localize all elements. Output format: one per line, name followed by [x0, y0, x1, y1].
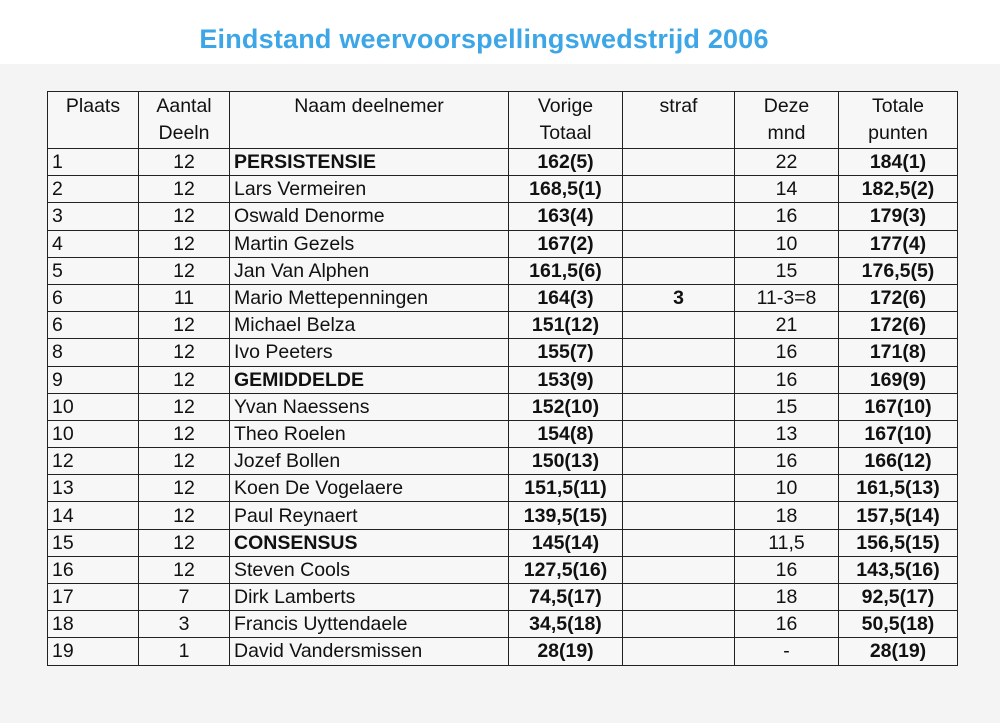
cell-vorige-totaal: 139,5(15)	[509, 502, 623, 529]
table-row	[48, 366, 958, 393]
cell-naam: Yvan Naessens	[230, 393, 509, 420]
cell-deze-mnd: 16	[735, 366, 839, 393]
header-line: Totale	[871, 95, 925, 117]
cell-straf	[623, 584, 735, 611]
col-header-aantal-deeln	[139, 92, 230, 149]
cell-deze-mnd: 22	[735, 149, 839, 176]
cell-plaats: 8	[48, 339, 139, 366]
table-row	[48, 556, 958, 583]
page-title: Eindstand weervoorspellingswedstrijd 2006	[199, 24, 769, 54]
cell-aantal-deeln: 7	[139, 584, 230, 611]
cell-plaats: 6	[48, 284, 139, 311]
cell-naam: PERSISTENSIE	[230, 149, 509, 176]
cell-straf	[623, 529, 735, 556]
table-body	[48, 149, 958, 666]
header-line: punten	[868, 122, 928, 144]
cell-vorige-totaal: 28(19)	[509, 638, 623, 665]
cell-straf	[623, 149, 735, 176]
cell-deze-mnd: 16	[735, 339, 839, 366]
cell-aantal-deeln: 12	[139, 393, 230, 420]
cell-plaats: 19	[48, 638, 139, 665]
table-row	[48, 584, 958, 611]
cell-deze-mnd: 15	[735, 257, 839, 284]
cell-naam: Oswald Denorme	[230, 203, 509, 230]
table-row	[48, 475, 958, 502]
cell-vorige-totaal: 167(2)	[509, 230, 623, 257]
cell-plaats: 14	[48, 502, 139, 529]
cell-totale-punten: 28(19)	[839, 638, 958, 665]
cell-naam: Theo Roelen	[230, 420, 509, 447]
cell-aantal-deeln: 1	[139, 638, 230, 665]
header-line: straf	[659, 95, 698, 117]
table-row	[48, 339, 958, 366]
col-header-deze-mnd	[735, 92, 839, 149]
cell-totale-punten: 172(6)	[839, 312, 958, 339]
cell-aantal-deeln: 12	[139, 448, 230, 475]
cell-plaats: 10	[48, 420, 139, 447]
cell-vorige-totaal: 155(7)	[509, 339, 623, 366]
cell-naam: Dirk Lamberts	[230, 584, 509, 611]
cell-plaats: 6	[48, 312, 139, 339]
col-header-plaats	[48, 92, 139, 149]
table-row	[48, 420, 958, 447]
cell-straf	[623, 366, 735, 393]
table-row	[48, 529, 958, 556]
cell-vorige-totaal: 34,5(18)	[509, 611, 623, 638]
cell-deze-mnd: -	[735, 638, 839, 665]
header-line: Plaats	[65, 95, 121, 117]
cell-aantal-deeln: 12	[139, 203, 230, 230]
cell-vorige-totaal: 152(10)	[509, 393, 623, 420]
cell-aantal-deeln: 12	[139, 556, 230, 583]
cell-naam: Michael Belza	[230, 312, 509, 339]
cell-totale-punten: 182,5(2)	[839, 176, 958, 203]
cell-naam: Jozef Bollen	[230, 448, 509, 475]
cell-straf	[623, 176, 735, 203]
cell-plaats: 10	[48, 393, 139, 420]
cell-deze-mnd: 16	[735, 203, 839, 230]
table-row	[48, 230, 958, 257]
cell-totale-punten: 176,5(5)	[839, 257, 958, 284]
cell-deze-mnd: 16	[735, 556, 839, 583]
table-row	[48, 203, 958, 230]
table-row	[48, 257, 958, 284]
cell-vorige-totaal: 145(14)	[509, 529, 623, 556]
cell-plaats: 3	[48, 203, 139, 230]
cell-aantal-deeln: 3	[139, 611, 230, 638]
cell-totale-punten: 92,5(17)	[839, 584, 958, 611]
header-row	[48, 92, 958, 149]
cell-straf	[623, 230, 735, 257]
table-row	[48, 611, 958, 638]
cell-naam: Lars Vermeiren	[230, 176, 509, 203]
cell-deze-mnd: 11,5	[735, 529, 839, 556]
cell-vorige-totaal: 162(5)	[509, 149, 623, 176]
table-row	[48, 393, 958, 420]
cell-vorige-totaal: 151,5(11)	[509, 475, 623, 502]
header-line: Vorige	[537, 95, 594, 117]
cell-straf	[623, 611, 735, 638]
cell-naam: CONSENSUS	[230, 529, 509, 556]
cell-plaats: 15	[48, 529, 139, 556]
header-line: mnd	[767, 122, 806, 144]
cell-deze-mnd: 10	[735, 475, 839, 502]
cell-aantal-deeln: 12	[139, 366, 230, 393]
cell-plaats: 18	[48, 611, 139, 638]
cell-naam: Paul Reynaert	[230, 502, 509, 529]
cell-naam: Koen De Vogelaere	[230, 475, 509, 502]
cell-straf	[623, 475, 735, 502]
cell-totale-punten: 177(4)	[839, 230, 958, 257]
cell-straf	[623, 556, 735, 583]
header-line: Aantal	[156, 95, 212, 117]
cell-totale-punten: 167(10)	[839, 393, 958, 420]
standings-table	[47, 91, 958, 666]
cell-vorige-totaal: 164(3)	[509, 284, 623, 311]
cell-deze-mnd: 18	[735, 502, 839, 529]
cell-aantal-deeln: 12	[139, 312, 230, 339]
cell-plaats: 4	[48, 230, 139, 257]
cell-vorige-totaal: 150(13)	[509, 448, 623, 475]
cell-straf	[623, 312, 735, 339]
cell-vorige-totaal: 127,5(16)	[509, 556, 623, 583]
cell-deze-mnd: 14	[735, 176, 839, 203]
table-row	[48, 176, 958, 203]
cell-straf	[623, 393, 735, 420]
cell-aantal-deeln: 12	[139, 149, 230, 176]
table-row	[48, 312, 958, 339]
cell-totale-punten: 161,5(13)	[839, 475, 958, 502]
cell-naam: Mario Mettepenningen	[230, 284, 509, 311]
cell-vorige-totaal: 153(9)	[509, 366, 623, 393]
col-header-vorige-totaal	[509, 92, 623, 149]
cell-totale-punten: 179(3)	[839, 203, 958, 230]
cell-straf	[623, 339, 735, 366]
cell-totale-punten: 143,5(16)	[839, 556, 958, 583]
cell-straf	[623, 448, 735, 475]
col-header-naam-deelnemer	[230, 92, 509, 149]
cell-vorige-totaal: 154(8)	[509, 420, 623, 447]
cell-deze-mnd: 10	[735, 230, 839, 257]
cell-aantal-deeln: 12	[139, 420, 230, 447]
cell-totale-punten: 156,5(15)	[839, 529, 958, 556]
cell-totale-punten: 169(9)	[839, 366, 958, 393]
cell-vorige-totaal: 161,5(6)	[509, 257, 623, 284]
cell-aantal-deeln: 12	[139, 257, 230, 284]
cell-totale-punten: 50,5(18)	[839, 611, 958, 638]
cell-totale-punten: 166(12)	[839, 448, 958, 475]
cell-aantal-deeln: 12	[139, 230, 230, 257]
cell-deze-mnd: 15	[735, 393, 839, 420]
cell-aantal-deeln: 12	[139, 176, 230, 203]
header-line: Naam deelnemer	[294, 95, 444, 117]
cell-totale-punten: 172(6)	[839, 284, 958, 311]
table-row	[48, 502, 958, 529]
cell-vorige-totaal: 163(4)	[509, 203, 623, 230]
cell-deze-mnd: 18	[735, 584, 839, 611]
table-row	[48, 149, 958, 176]
cell-vorige-totaal: 168,5(1)	[509, 176, 623, 203]
cell-naam: Martin Gezels	[230, 230, 509, 257]
cell-straf	[623, 638, 735, 665]
cell-vorige-totaal: 74,5(17)	[509, 584, 623, 611]
header-line: Deeln	[158, 122, 210, 144]
cell-totale-punten: 171(8)	[839, 339, 958, 366]
cell-aantal-deeln: 12	[139, 339, 230, 366]
cell-totale-punten: 167(10)	[839, 420, 958, 447]
cell-plaats: 12	[48, 448, 139, 475]
cell-plaats: 16	[48, 556, 139, 583]
cell-straf	[623, 420, 735, 447]
cell-naam: Steven Cools	[230, 556, 509, 583]
col-header-totale-punten	[839, 92, 958, 149]
cell-aantal-deeln: 11	[139, 284, 230, 311]
cell-naam: Ivo Peeters	[230, 339, 509, 366]
cell-aantal-deeln: 12	[139, 475, 230, 502]
cell-naam: Jan Van Alphen	[230, 257, 509, 284]
table-row	[48, 448, 958, 475]
cell-naam: Francis Uyttendaele	[230, 611, 509, 638]
cell-deze-mnd: 16	[735, 448, 839, 475]
cell-plaats: 1	[48, 149, 139, 176]
cell-plaats: 2	[48, 176, 139, 203]
cell-plaats: 13	[48, 475, 139, 502]
cell-aantal-deeln: 12	[139, 529, 230, 556]
cell-straf	[623, 203, 735, 230]
cell-plaats: 17	[48, 584, 139, 611]
table-row	[48, 638, 958, 665]
cell-vorige-totaal: 151(12)	[509, 312, 623, 339]
cell-deze-mnd: 13	[735, 420, 839, 447]
cell-totale-punten: 184(1)	[839, 149, 958, 176]
header-line: Deze	[763, 95, 810, 117]
cell-deze-mnd: 16	[735, 611, 839, 638]
cell-deze-mnd: 11-3=8	[735, 284, 839, 311]
cell-naam: GEMIDDELDE	[230, 366, 509, 393]
col-header-straf	[623, 92, 735, 149]
cell-straf: 3	[623, 284, 735, 311]
cell-plaats: 5	[48, 257, 139, 284]
cell-straf	[623, 257, 735, 284]
cell-aantal-deeln: 12	[139, 502, 230, 529]
cell-naam: David Vandersmissen	[230, 638, 509, 665]
cell-totale-punten: 157,5(14)	[839, 502, 958, 529]
cell-plaats: 9	[48, 366, 139, 393]
table-row	[48, 284, 958, 311]
cell-deze-mnd: 21	[735, 312, 839, 339]
cell-straf	[623, 502, 735, 529]
header-line: Totaal	[539, 122, 592, 144]
